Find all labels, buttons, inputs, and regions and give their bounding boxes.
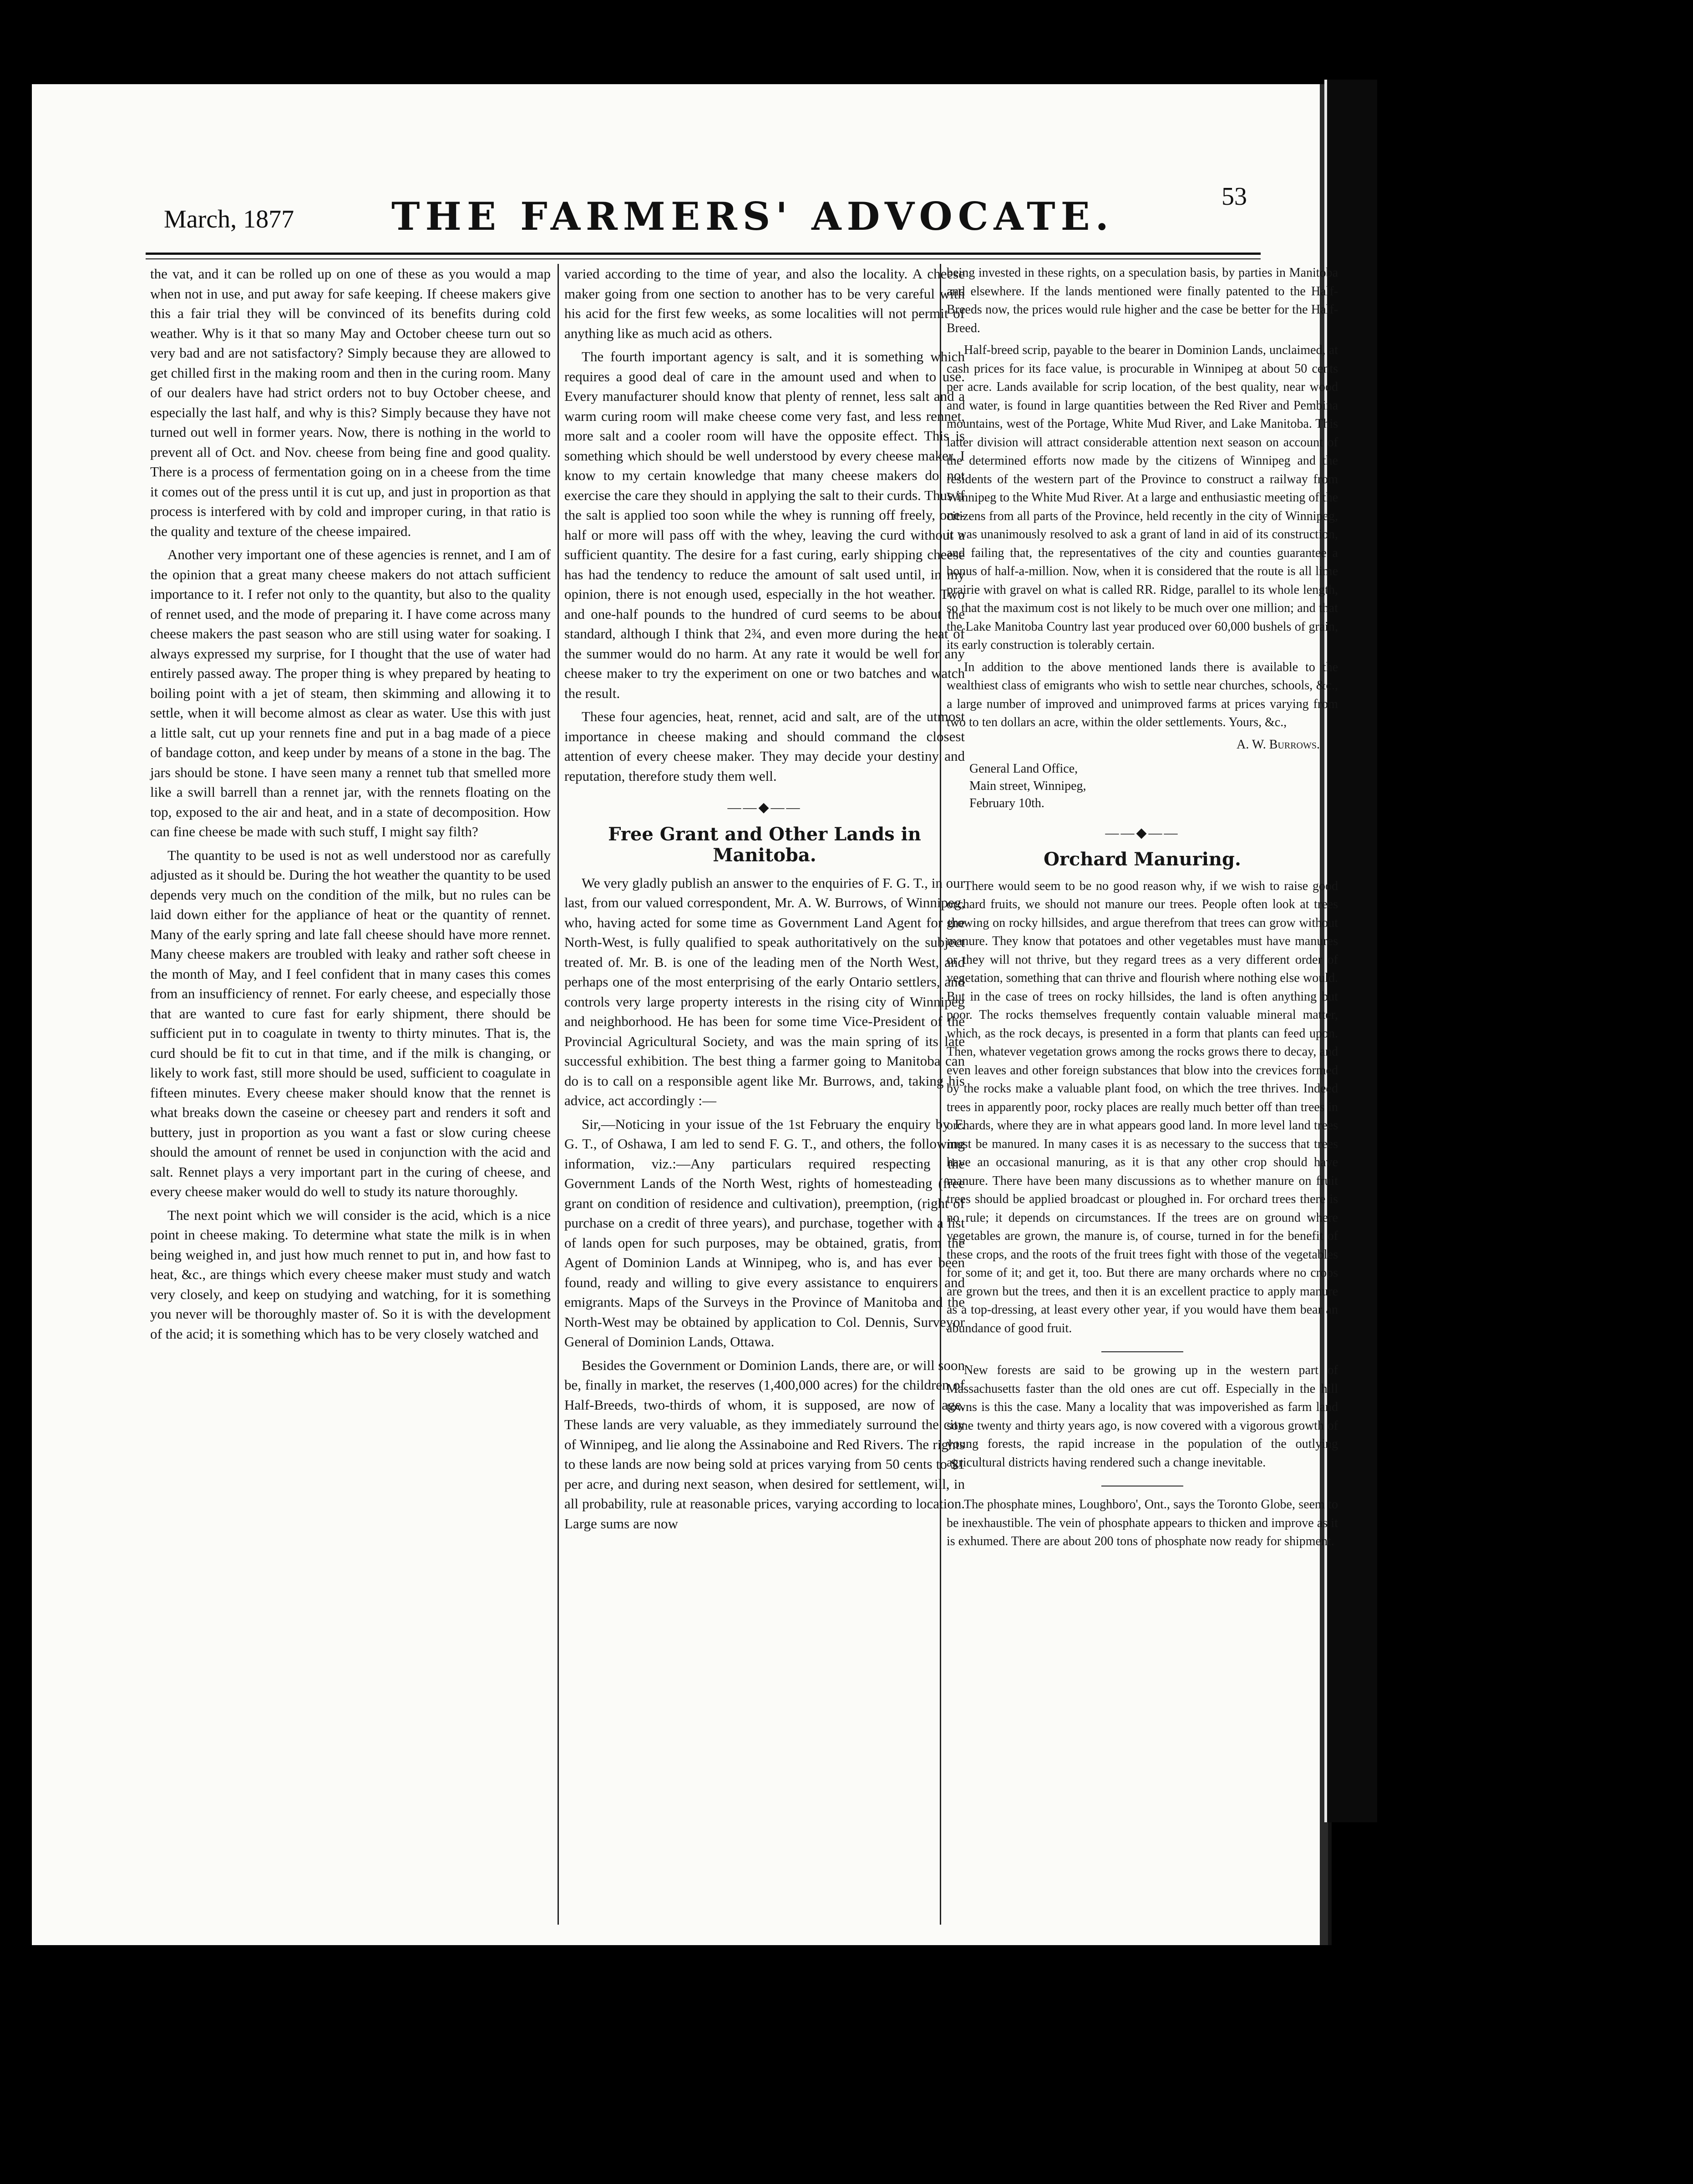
article-heading: Free Grant and Other Lands in Manitoba.	[608, 823, 921, 866]
dateline-line: Main street, Winnipeg,	[969, 779, 1086, 793]
article-heading: Orchard Manuring.	[1044, 848, 1241, 870]
paragraph: These four agencies, heat, rennet, acid and salt, are of the utmost importance in cheese making and should command the closest attention of every cheese maker. They may decide your destiny and reputation, therefore study them well.	[564, 708, 965, 784]
paragraph: the vat, and it can be rolled up on one of these as you would a map when not in use, and put away for safe keeping. If cheese makers give this a fair trial they will be convinced of its benefits during cold weather. Why is it that so many May and October cheese turn out so very bad and are not satisfactory? Simply because they are allowed to get chilled first in the making room and then in the curing room. Many of our dealers have had strict orders not to buy October cheese, and especially the last half, and why is this? Simply because they have not turned out well in former years. Now, there is nothing in the world to prevent all of Oct. and Nov. cheese from being fine and good quality. There is a process of fermentation going on in a cheese from the time it comes out of the press until it is cut up, and just in proportion as that process is interfered with by cold and improper curing, in that ratio is the quality and texture of the cheese impaired.	[150, 266, 551, 539]
paragraph: Another very important one of these agencies is rennet, and I am of the opinion that a great many cheese makers do not attach sufficient importance to it. I refer not only to the quantity, but also to the quality of rennet used, and the mode of preparing it. I have come across many cheese makers the past season who are still using water for soaking. I always expressed my surprise, for I thought that the use of water had entirely passed away. The proper thing is whey prepared by heating to boiling point with a jet of steam, then skimming and allowing it to settle, when it will become almost as clear as water. Use this with just a little salt, cut up your rennets fine and put in a bag made of a piece of bandage cotton, and keep under by means of a stone in the bag. The jars should be stone. I have seen many a rennet tub that smelled more like a swill barrell than a rennet jar, with the rennets floating on the top, exposed to the air and heat, and in a state of decomposition. How can fine cheese be made with such stuff, I might say filth?	[150, 546, 551, 839]
column-divider	[558, 264, 559, 1925]
section-ornament: ——◆——	[727, 800, 802, 815]
paragraph: New forests are said to be growing up in the western part of Massachusetts faster than the old ones are cut off. Especially in the hill towns is this the case. Many a locality that was impoverished as farm land some twenty and thirty years ago, is now covered with a vigorous growth of young forests, the rapid increase in the population of the outlying agricultural districts having rendered such a change inevitable.	[947, 1363, 1338, 1470]
paragraph: We very gladly publish an answer to the enquiries of F. G. T., in our last, from our valued correspondent, Mr. A. W. Burrows, of Winnipeg, who, having acted for some time as Government Land Agent for the North-West, is fully qualified to speak authoritatively on the subject treated of. Mr. B. is one of the leading men of the North West, and perhaps one of the most enterprising of the early Ontario settlers, and controls very large property interests in the rising city of Winnipeg and neighborhood. He has been for some time Vice-President of the Provincial Agricultural Society, and was the main spring of its late successful exhibition. The best thing a farmer going to Manitoba can do is to call on a responsible agent like Mr. Burrows, and, taking his advice, act accordingly :—	[564, 875, 965, 1108]
paragraph: Besides the Government or Dominion Lands, there are, or will soon be, finally in market, the reserves (1,400,000 acres) for the children of Half-Breeds, two-thirds of whom, it is supposed, are now of age. These lands are very valuable, as they immediately surround the city of Winnipeg, and lie along the Assinaboine and Red Rivers. The rights to these lands are now being sold at prices varying from 50 cents to $1 per acre, and during next season, when desired for settlement, will, in all probability, rule at reasonable prices, varying according to location. Large sums are now	[564, 1357, 965, 1532]
paragraph: The next point which we will consider is the acid, which is a nice point in cheese making. To determine what state the milk is in when being weighed in, and just how much rennet to put in, and how fast to heat, &c., are things which every cheese maker must study and watch very closely, and keep on studying and watching, for it is something you never will be thoroughly master of. So it is with the development of the acid; it is something which has to be very closely watched and	[150, 1207, 551, 1342]
dateline-line: February 10th.	[969, 796, 1044, 810]
paragraph: The quantity to be used is not as well understood nor as carefully adjusted as it should be. During the hot weather the quantity to be used depends very much on the condition of the milk, but no rules can be laid down either for the appliance of heat or the quantity of rennet. Many of the early spring and late fall cheese should have more rennet. Many cheese makers are troubled with leaky and rather soft cheese in the month of May, and I feel confident that in many cases this comes from an insufficiency of rennet. For early cheese, and especially those that are wanted to cure fast for early shipment, there should be sufficient put in to coagulate in twenty to thirty minutes. That is, the curd should be fit to cut in that time, and if the milk is changing, or likely to work fast, still more should be used, sufficient to coagulate in fifteen minutes. Every cheese maker should know that the rennet is what breaks down the caseine or cheesey part and renders it soft and buttery, just in proportion as you want a fast or slow curing cheese should the amount of rennet be used in conjunction with the acid and salt. Rennet plays a very important part in the curing of cheese, and every cheese maker would do well to study its nature thoroughly.	[150, 847, 551, 1199]
paragraph: varied according to the time of year, and also the locality. A cheese maker going from one section to another has to be very careful with his acid for the first few weeks, as some localities will not permit of anything like as much acid as others.	[564, 266, 965, 341]
page-number: 53	[1222, 182, 1247, 211]
masthead-title: THE FARMERS' ADVOCATE.	[391, 194, 1114, 239]
section-ornament: ——◆——	[1105, 825, 1180, 840]
paragraph: Sir,—Noticing in your issue of the 1st February the enquiry by F. G. T., of Oshawa, I am led to send F. G. T., and others, the following information, viz.:—Any particulars required respecting the Government Lands of the North West, rights of homesteading (free grant on condition of residence and cultivation), preemption, (right of purchase on a credit of three years), and purchase, together with a list of lands open for such purposes, may be obtained, gratis, from the Agent of Dominion Lands at Winnipeg, who is, and has ever been found, ready and willing to give every assistance to enquirers and emigrants. Maps of the Surveys in the Province of Manitoba and the North-West may be obtained by application to Col. Dennis, Surveyor General of Dominion Lands, Ottawa.	[564, 1116, 965, 1350]
dateline	[965, 760, 1338, 812]
issue-date: March, 1877	[164, 205, 294, 233]
paragraph: The phosphate mines, Loughboro', Ont., says the Toronto Globe, seem to be inexhaustible. The vein of phosphate appears to thicken and improve as it is exhumed. There are about 200 tons of phosphate now ready for shipment.	[947, 1497, 1338, 1548]
paragraph: In addition to the above mentioned lands there is available to the wealthiest class of emigrants who wish to settle near churches, schools, &c., a large number of improved and unimproved farms at prices varying from two to ten dollars an acre, within the older settlements. Yours, &c.,	[947, 660, 1338, 729]
header-rule	[146, 253, 1261, 259]
paragraph: Half-breed scrip, payable to the bearer in Dominion Lands, unclaimed, at cash prices for its face value, is procurable in Winnipeg at about 50 cents per acre. Lands available for scrip location, of the best quality, near wood and water, is found in large quantities between the Red River and Pembina mountains, west of the Portage, White Mud River, and Lake Manitoba. This latter division will attract considerable attention next season on account of the determined efforts now made by the citizens of Winnipeg and the residents of the western part of the Province to construct a railway from Winnipeg to the White Mud River. At a large and enthusiastic meeting of the citizens from all parts of the Province, held recently in the city of Winnipeg, it was unanimously resolved to ask a grant of land in aid of its construction, and failing that, the representatives of the city and counties guarantee a bonus of half-a-million. Now, when it is considered that the route is all lime prairie with gravel on what is called RR. Ridge, parallel to its whole length, so that the maximum cost is not likely to be much over one million; and that the Lake Manitoba Country last year produced over 60,000 bushels of grain, its early construction is tolerably certain.	[947, 343, 1338, 652]
dateline-line: General Land Office,	[969, 762, 1078, 776]
paragraph: being invested in these rights, on a speculation basis, by parties in Manitoba and elsewhere. If the lands mentioned were finally patented to the Half-Breeds now, the prices would rule higher and the case be better for the Half-Breed.	[947, 266, 1338, 335]
column-1	[150, 264, 551, 1347]
column-3	[947, 264, 1338, 1555]
divider	[1101, 1351, 1183, 1352]
paragraph: There would seem to be no good reason why, if we wish to raise good orchard fruits, we should not manure our trees. People often look at trees growing on rocky hillsides, and argue therefrom that trees can grow without manure. They know that potatoes and other vegetables must have manures or they will not thrive, but they regard trees as a very different order of vegetation, something that can thrive and flourish where nothing else would. But in the case of trees on rocky hillsides, the land is often anything but poor. The rocks themselves frequently contain valuable mineral matter, which, as the rock decays, is presented in a form that plants can feed upon. Then, whatever vegetation grows among the rocks grows there to decay, and even leaves and other foreign substances that blow into the crevices formed by the rocks make a valuable plant food, on which the tree thrives. Indeed trees in apparently poor, rocky places are really much better off than trees in orchards, where they are in what appears good land. In more level land trees must be manured. In many cases it is as necessary to the success that trees have an occasional manuring, as it is that any other crop should have manure. There have been many discussions as to whether manure on fruit trees should be applied broadcast or ploughed in. For orchard trees there is no rule; it depends on circumstances. If the trees are on ground where vegetables are grown, the manure is, of course, turned in for the benefit of these crops, and the roots of the fruit trees fight with those of the vegetables for some of it; and get it, too. But there are many orchards where no crops are grown but the trees, and then it is an excellent practice to apply manure as a top-dressing, at least every other year, if you would have them bear an abundance of good fruit.	[947, 879, 1338, 1335]
column-2	[564, 264, 965, 1537]
page-header	[146, 177, 1261, 259]
paragraph: The fourth important agency is salt, and it is something which requires a good deal of care in the amount used and when to use. Every manufacturer should know that plenty of rennet, less salt and a warm curing room will make cheese come very fast, and less rennet, more salt and a cooler room will have the opposite effect. This is something which should be well understood by every cheese maker. I know to my certain knowledge that many cheese makers do not exercise the care they should in applying the salt to their curds. Thus if the salt is applied too soon while the whey is running off freely, one-half or more will pass off with the whey, leaving the curd without a sufficient quantity. The desire for a fast curing, early shipping cheese has had the tendency to reduce the amount of salt used until, in my opinion, there is not enough used, especially in the hot weather. Two and one-half pounds to the hundred of curd seems to be about the standard, although I think that 2¾, and even more during the heat of the summer would do no harm. At any rate it would be well for any cheese maker to try the experiment on one or two batches and watch the result.	[564, 349, 965, 701]
signature: A. W. Burrows.	[1237, 737, 1320, 752]
